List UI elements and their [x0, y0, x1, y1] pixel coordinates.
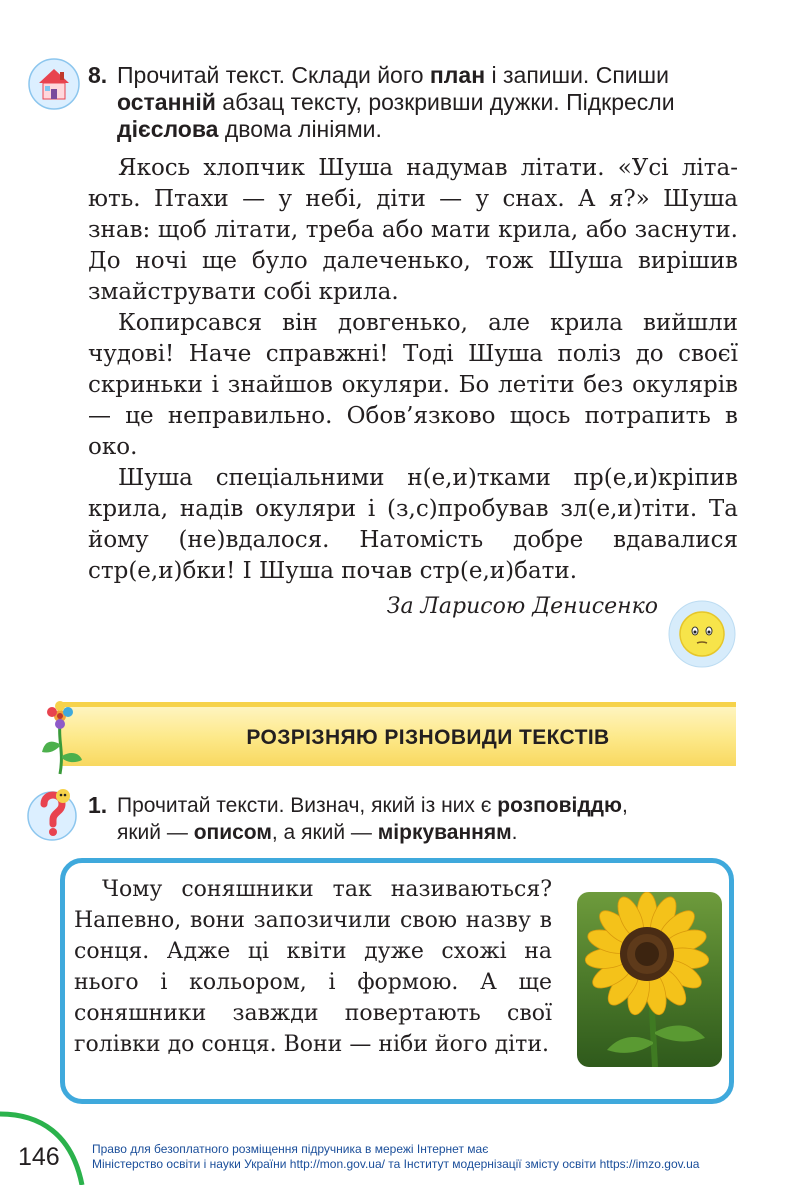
story-text	[88, 153, 738, 587]
task-8-instruction-line-1: Прочитай текст. Склади його план і запиши. Спиши	[117, 62, 669, 88]
footer-license-note	[92, 1142, 699, 1172]
task-8-instruction-line-3: дієслова двома лініями.	[117, 116, 382, 142]
task-1-instruction-line-2: який — описом, а який — міркуванням.	[117, 821, 518, 844]
task-1-number: 1.	[88, 792, 108, 818]
smiley-icon	[668, 600, 736, 668]
story-author: За Ларисою Денисенко	[386, 594, 658, 619]
sunflower-text: Чому соняшники так називаються? Напевно, вони запозичили свою назву в сонця. Адже ці квіти дуже схожі на нього і кольором, і формою. А ще соняшники завжди повертають свої голівки до сонця. Вони — ніби його діти.	[74, 877, 552, 1057]
sunflower-image	[577, 892, 722, 1067]
section-title: РОЗРІЗНЯЮ РІЗНОВИДИ ТЕКСТІВ	[246, 726, 610, 749]
question-mark-icon	[26, 782, 78, 842]
page-number: 146	[18, 1143, 60, 1171]
story-paragraph-3: Шуша спеціальними н(е,и)тками пр(е,и)кріпив крила, надів окуляри і (з,с)пробував зл(е,и)тіти. Та йому (не)вдалося. Натомість добре вдавалися стр(е,и)бки! І Шуша почав стр(е,и)бати.	[88, 465, 738, 584]
task-1-instruction-line-1: Прочитай тексти. Визнач, який із них є розповіддю,	[117, 794, 628, 817]
house-icon	[28, 58, 80, 110]
task-8-number: 8.	[88, 62, 108, 88]
task-8-instruction-line-2: останній абзац тексту, розкривши дужки. Підкресли	[117, 89, 675, 115]
story-paragraph-1: Якось хлопчик Шуша надумав літати. «Усі літають. Птахи — у небі, діти — у снах. А я?» Шуша знав: щоб літати, треба або мати крила, або заснути. До ночі ще було далеченько, тож Шуша вирішив змайструвати собі крила.	[88, 155, 738, 305]
footer-line-2: Міністерство освіти і науки України http://mon.gov.ua/ та Інститут модернізації змісту освіти https://imzo.gov.ua	[92, 1157, 700, 1171]
footer-line-1: Право для безоплатного розміщення підручника в мережі Інтернет має	[92, 1142, 489, 1156]
story-paragraph-2: Копирсався він довгенько, але крила вийшли чудові! Наче справжні! Тоді Шуша поліз до своєї скриньки і знайшов окуляри. Бо летіти без окулярів — це неправильно. Обов’язково щось потрапить в око.	[88, 310, 738, 460]
